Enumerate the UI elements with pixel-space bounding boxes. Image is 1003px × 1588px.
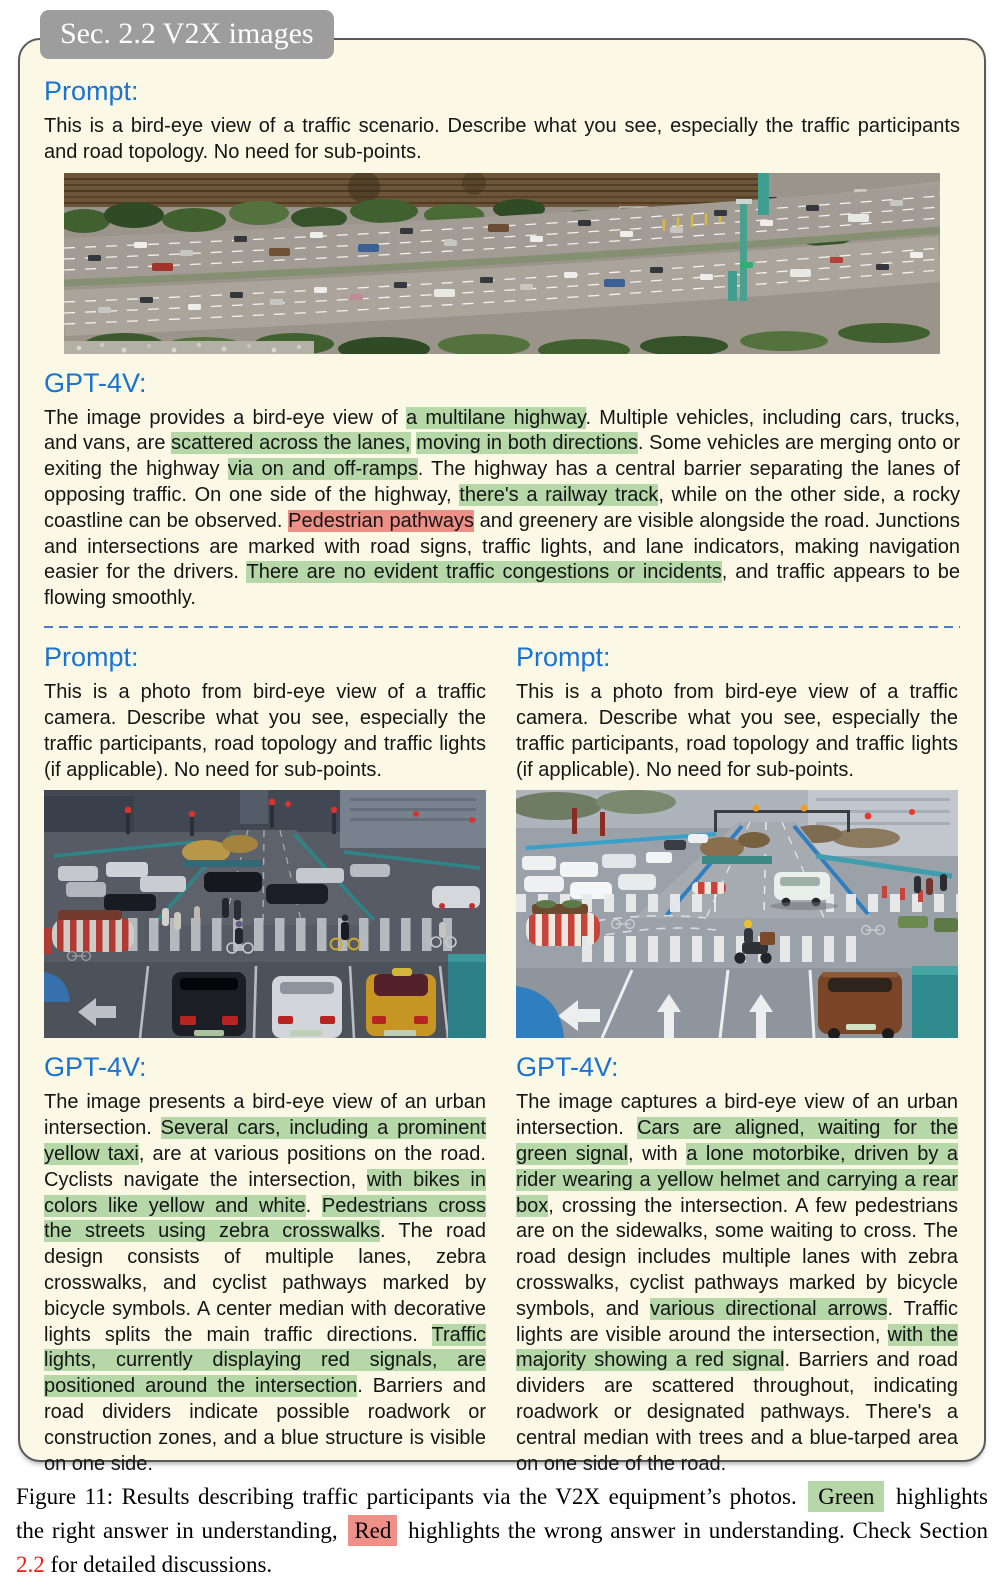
right-column bbox=[516, 628, 958, 1477]
left-column bbox=[44, 628, 486, 1477]
upper-crosswalk-right bbox=[826, 894, 958, 912]
gpt4v-response-left: The image presents a bird-eye view of an urban intersection. Several cars, including a prominent yellow taxi, are at various positions on the road. Cyclists navigate the intersection, with bikes in colors like yellow and white. Pedestrians cross the streets using zebra crosswalks. The road design consists of multiple lanes, zebra crosswalks, and cyclist pathways marked by bicycle symbols. A center median with decorative lights splits the main traffic directions. Traffic lights, currently displaying red signals, are positioned around the intersection. Barriers and road dividers indicate possible roadwork or construction zones, and a blue structure is visible on one side. bbox=[44, 1091, 486, 1475]
intersection-photo-left bbox=[44, 790, 486, 1038]
dusk-tint bbox=[44, 790, 486, 1038]
prompt-text-right: This is a photo from bird-eye view of a traffic camera. Describe what you see, especially the traffic participants, road topology and traffic lights (if applicable). No need for sub-points. bbox=[516, 681, 958, 781]
main-crosswalk bbox=[572, 936, 862, 962]
gpt4v-heading-highway: GPT-4V: bbox=[44, 367, 147, 398]
prompt-heading-right: Prompt: bbox=[516, 642, 611, 673]
rocky-strip bbox=[64, 341, 314, 354]
railway-tracks bbox=[64, 173, 764, 207]
intersection-photo-right bbox=[516, 790, 958, 1038]
gpt4v-response-right: The image captures a bird-eye view of an urban intersection. Cars are aligned, waiting for the green signal, with a lone motorbike, driven by a rider wearing a yellow helmet and carrying a rear box, crossing the intersection. A few pedestrians are on the sidewalks, some waiting to cross. The road design includes multiple lanes with zebra crosswalks, cyclist pathways marked by bicycle symbols, and various directional arrows. Traffic lights are visible around the intersection, with the majority showing a red signal. Barriers and road dividers are scattered throughout, indicating roadwork or designated pathways. There's a central median with trees and a blue-tarped area on one side of the road. bbox=[516, 1091, 959, 1475]
gpt4v-response-highway: The image provides a bird-eye view of a multilane highway. Multiple vehicles, including cars, trucks, and vans, are scattered across the lanes, moving in both directions. Some vehicles are merging onto or exiting the highway via on and off-ramps. The highway has a central barrier separating the lanes of opposing traffic. On one side of the highway, there's a railway track, while on the other side, a rocky coastline can be observed. Pedestrian pathways and greenery are visible alongside the road. Junctions and intersections are marked with road signs, traffic lights, and lane indicators, making navigation easier for the drivers. There are no evident traffic congestions or incidents, and traffic appears to be flowing smoothly. bbox=[44, 406, 961, 610]
prompt-heading-highway: Prompt: bbox=[44, 76, 139, 106]
prompt-heading-left: Prompt: bbox=[44, 642, 139, 673]
figure-caption: Figure 11: Results describing traffic participants via the V2X equipment’s photos. Green highlights the right answer in understanding, Red highlights the wrong answer in understanding. Check Section 2.2 for detailed discussions. bbox=[16, 1480, 988, 1582]
two-column-section bbox=[44, 628, 960, 1477]
teal-structure bbox=[912, 966, 958, 1038]
highway-aerial-photo bbox=[64, 173, 940, 354]
brown-suv bbox=[818, 972, 902, 1038]
gpt4v-heading-left: GPT-4V: bbox=[44, 1052, 147, 1083]
crossing-van bbox=[770, 872, 838, 910]
prompt-text-highway: This is a bird-eye view of a traffic scenario. Describe what you see, especially the traffic participants and road topology. No need for sub-points. bbox=[44, 115, 960, 163]
prompt-text-left: This is a photo from bird-eye view of a traffic camera. Describe what you see, especially the traffic participants, road topology and traffic lights (if applicable). No need for sub-points. bbox=[44, 681, 486, 781]
figure-panel bbox=[18, 17, 986, 1475]
gpt4v-heading-right: GPT-4V: bbox=[516, 1052, 619, 1083]
section-badge: Sec. 2.2 V2X images bbox=[40, 10, 334, 59]
figure-panel-content bbox=[20, 40, 984, 1477]
